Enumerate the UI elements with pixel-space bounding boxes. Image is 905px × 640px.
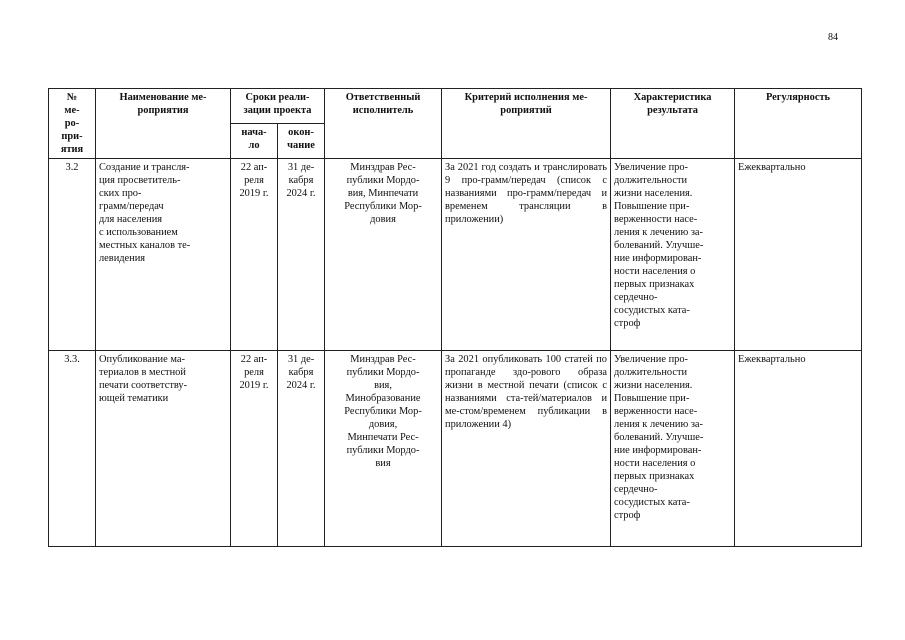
row-responsible: Минздрав Рес- публики Мордо- вия, Минобразование Республики Мор- довия, Минпечати Рес- публики Мордо- вия bbox=[325, 351, 442, 547]
header-start: нача- ло bbox=[231, 124, 278, 159]
row-start: 22 ап- реля 2019 г. bbox=[231, 351, 278, 547]
row-start: 22 ап- реля 2019 г. bbox=[231, 159, 278, 351]
table-row bbox=[49, 159, 862, 351]
page-number: 84 bbox=[828, 32, 838, 43]
header-name: Наименование ме- роприятия bbox=[96, 89, 231, 159]
row-name: Опубликование ма- териалов в местной печати соответству- ющей тематики bbox=[96, 351, 231, 547]
row-end: 31 де- кабря 2024 г. bbox=[278, 159, 325, 351]
row-characteristic: Увеличение про- должительности жизни населения. Повышение при- верженности насе- ления к лечению за- болеваний. Улучше- ние информирован- ности населения о первых признаках сердечно- сосудистых ката- строф bbox=[611, 351, 735, 547]
row-criterion: За 2021 год создать и транслировать 9 про-грамм/передач (список с названиями про-грамм/передач и временем трансляции в приложении) bbox=[442, 159, 611, 351]
header-characteristic: Характеристика результата bbox=[611, 89, 735, 159]
row-name: Создание и трансля- ция просветитель- ских про- грамм/передач для населения с использованием местных каналов те- левидения bbox=[96, 159, 231, 351]
row-num: 3.2 bbox=[49, 159, 96, 351]
header-criterion: Критерий исполнения ме- роприятий bbox=[442, 89, 611, 159]
row-regularity: Ежеквартально bbox=[735, 159, 862, 351]
header-row bbox=[49, 89, 862, 124]
row-criterion: За 2021 опубликовать 100 статей по пропаганде здо-рового образа жизни в местной печати (список с названиями ста-тей/материалов и ме-стом/временем публикации в приложении 4) bbox=[442, 351, 611, 547]
header-end: окон- чание bbox=[278, 124, 325, 159]
header-regularity: Регулярность bbox=[735, 89, 862, 159]
row-end: 31 де- кабря 2024 г. bbox=[278, 351, 325, 547]
row-responsible: Минздрав Рес- публики Мордо- вия, Минпечати Республики Мор- довия bbox=[325, 159, 442, 351]
row-regularity: Ежеквартально bbox=[735, 351, 862, 547]
activities-table bbox=[48, 88, 862, 547]
table-row bbox=[49, 351, 862, 547]
row-characteristic: Увеличение про- должительности жизни населения. Повышение при- верженности насе- ления к лечению за- болеваний. Улучше- ние информирован- ности населения о первых признаках сердечно- сосудистых ката- строф bbox=[611, 159, 735, 351]
header-responsible: Ответственный исполнитель bbox=[325, 89, 442, 159]
row-num: 3.3. bbox=[49, 351, 96, 547]
header-terms: Сроки реали- зации проекта bbox=[231, 89, 325, 124]
header-num: № ме- ро- при- ятия bbox=[49, 89, 96, 159]
